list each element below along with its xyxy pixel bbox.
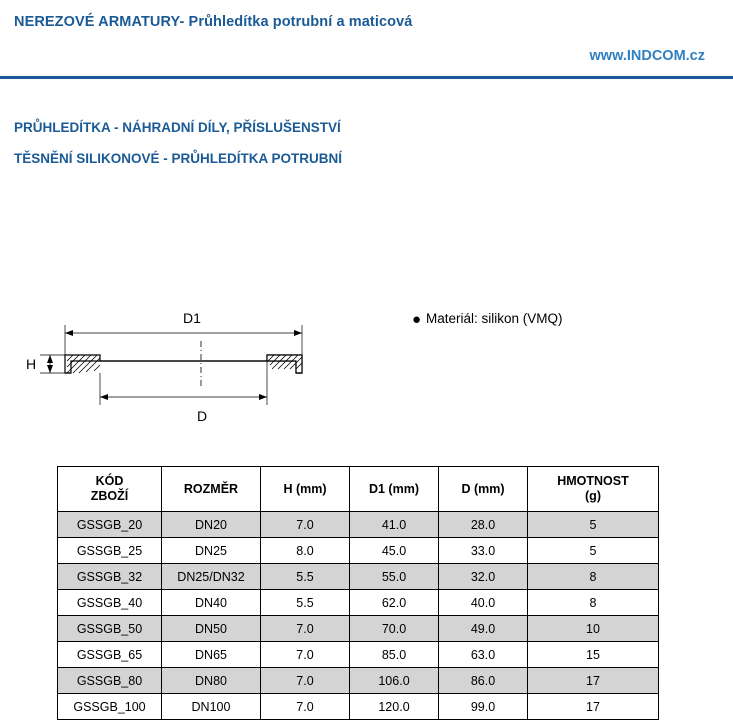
cell-h: 5.5 [261, 564, 350, 590]
cell-h: 7.0 [261, 668, 350, 694]
cell-size: DN20 [162, 512, 261, 538]
cell-weight: 8 [528, 590, 659, 616]
column-header-d: D (mm) [439, 467, 528, 512]
cell-size: DN65 [162, 642, 261, 668]
cell-code: GSSGB_20 [58, 512, 162, 538]
cell-weight: 10 [528, 616, 659, 642]
material-note [412, 311, 563, 328]
cell-code: GSSGB_25 [58, 538, 162, 564]
cell-d1: 120.0 [350, 694, 439, 720]
column-header-d1: D1 (mm) [350, 467, 439, 512]
cell-h: 7.0 [261, 694, 350, 720]
section-subtitle-1: PRŮHLEDÍTKA - NÁHRADNÍ DÍLY, PŘÍSLUŠENSTVÍ [14, 120, 341, 135]
column-header-h: H (mm) [261, 467, 350, 512]
cell-d1: 45.0 [350, 538, 439, 564]
cell-h: 7.0 [261, 642, 350, 668]
material-note-text: Materiál: silikon (VMQ) [426, 311, 563, 326]
table-row [58, 642, 659, 668]
cell-d1: 106.0 [350, 668, 439, 694]
table-row [58, 538, 659, 564]
section-subtitle-2: TĚSNĚNÍ SILIKONOVÉ - PRŮHLEDÍTKA POTRUBNÍ [14, 151, 343, 166]
cell-weight: 17 [528, 694, 659, 720]
cell-d: 49.0 [439, 616, 528, 642]
cell-code: GSSGB_32 [58, 564, 162, 590]
cell-code: GSSGB_65 [58, 642, 162, 668]
table-row [58, 616, 659, 642]
table-row [58, 590, 659, 616]
cell-size: DN50 [162, 616, 261, 642]
cell-h: 5.5 [261, 590, 350, 616]
cell-d1: 55.0 [350, 564, 439, 590]
cell-weight: 8 [528, 564, 659, 590]
cell-size: DN25 [162, 538, 261, 564]
cell-d: 28.0 [439, 512, 528, 538]
cell-weight: 5 [528, 512, 659, 538]
cell-d: 63.0 [439, 642, 528, 668]
table-row [58, 512, 659, 538]
cell-size: DN100 [162, 694, 261, 720]
cell-d1: 85.0 [350, 642, 439, 668]
drawing-label-d1: D1 [183, 310, 201, 326]
table-row [58, 694, 659, 720]
cell-size: DN40 [162, 590, 261, 616]
column-header-size: ROZMĚR [162, 467, 261, 512]
header-divider [0, 76, 733, 79]
cell-code: GSSGB_50 [58, 616, 162, 642]
cell-d: 32.0 [439, 564, 528, 590]
table-body [58, 512, 659, 720]
cell-d: 33.0 [439, 538, 528, 564]
spec-table [57, 466, 659, 720]
cell-d: 86.0 [439, 668, 528, 694]
cell-weight: 15 [528, 642, 659, 668]
cell-d1: 70.0 [350, 616, 439, 642]
drawing-label-d: D [197, 408, 208, 424]
cell-code: GSSGB_100 [58, 694, 162, 720]
drawing-label-h: H [26, 356, 37, 372]
cell-size: DN80 [162, 668, 261, 694]
cell-code: GSSGB_80 [58, 668, 162, 694]
column-header-code: KÓD ZBOŽÍ [58, 467, 162, 512]
technical-drawing [20, 305, 350, 440]
cell-size: DN25/DN32 [162, 564, 261, 590]
cell-code: GSSGB_40 [58, 590, 162, 616]
cell-d: 40.0 [439, 590, 528, 616]
spec-table-container [57, 466, 658, 720]
cell-d1: 62.0 [350, 590, 439, 616]
column-header-weight: HMOTNOST (g) [528, 467, 659, 512]
table-row [58, 668, 659, 694]
cell-d1: 41.0 [350, 512, 439, 538]
bullet-icon: ● [412, 311, 422, 328]
cell-h: 8.0 [261, 538, 350, 564]
cell-h: 7.0 [261, 616, 350, 642]
cell-weight: 17 [528, 668, 659, 694]
table-header [58, 467, 659, 512]
cell-h: 7.0 [261, 512, 350, 538]
table-header-row [58, 467, 659, 512]
cell-weight: 5 [528, 538, 659, 564]
website-link[interactable]: www.INDCOM.cz [589, 48, 705, 64]
table-row [58, 564, 659, 590]
page-title: NEREZOVÉ ARMATURY- Průhledítka potrubní a maticová [14, 14, 413, 30]
cell-d: 99.0 [439, 694, 528, 720]
